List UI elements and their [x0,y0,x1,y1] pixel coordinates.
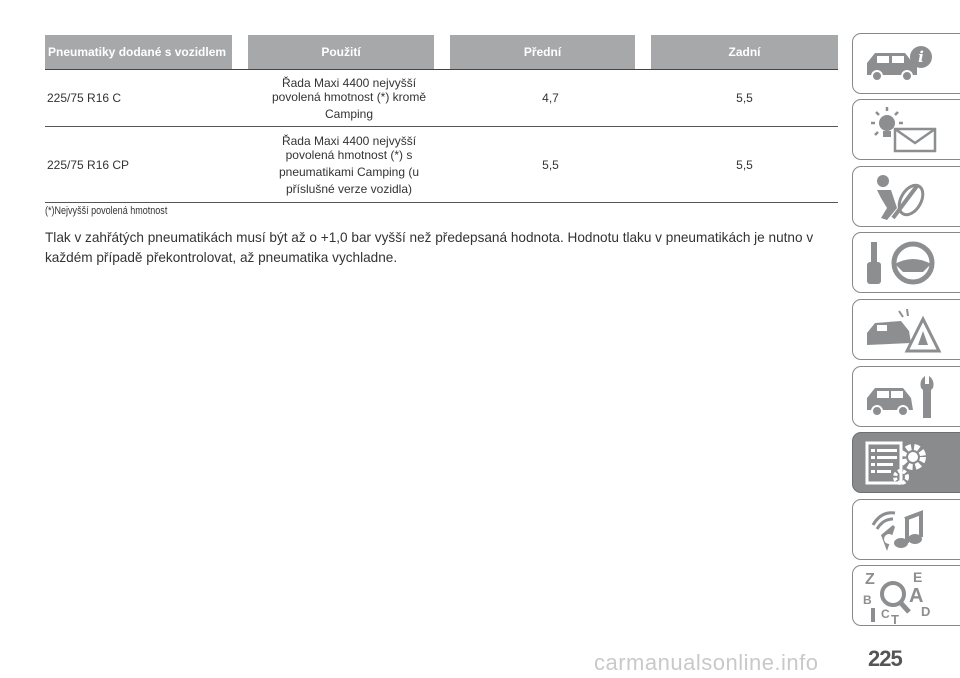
warning-lights-icon [863,105,943,155]
usage-line: pneumatikami Camping (u [278,164,420,179]
car-accident-icon [863,305,943,355]
usage-line: povolená hmotnost (*) s [285,147,413,162]
usage-line: povolená hmotnost (*) kromě [271,89,427,104]
front-pressure: 5,5 [542,157,559,172]
svg-text:A: A [909,584,924,607]
svg-text:i: i [918,47,924,66]
tyre-size: 225/75 R16 C [47,91,122,105]
tyre-size: 225/75 R16 CP [47,157,130,172]
svg-text:D: D [921,603,931,619]
multimedia-icon [863,505,943,555]
page-number: 225 [868,646,902,671]
tab-maintenance[interactable] [852,366,960,427]
svg-text:Z: Z [865,570,875,588]
usage-line: Camping [324,106,374,121]
rear-pressure: 5,5 [736,91,753,105]
index-search-icon [863,568,943,624]
specs-gear-icon [863,437,943,489]
header-rear: Zadní [651,35,838,69]
tab-multimedia[interactable] [852,499,960,560]
tyre-pressure-table [45,35,838,203]
table-row [45,127,838,203]
usage-line: příslušné verze vozidla) [285,181,413,196]
usage-cell [248,70,450,126]
usage-cell [248,127,450,202]
svg-text:T: T [891,611,899,624]
table-row [45,70,838,127]
tab-safety[interactable] [852,166,960,227]
tab-starting-driving[interactable] [852,232,960,293]
key-steering-wheel-icon [863,238,943,288]
front-pressure: 4,7 [542,91,559,105]
svg-text:E: E [913,568,923,585]
tab-warning-lights[interactable] [852,99,960,160]
svg-text:C: C [881,606,890,621]
tab-index[interactable] [852,565,960,626]
body-paragraph: Tlak v zahřátých pneumatikách musí být až o +1,0 bar vyšší než předepsaná hodnota. Hodnotu tlaku v pneumatikách je nutno v každém případě překontrolovat, až pneumatika vychladne. [45,230,814,265]
header-front: Přední [450,35,635,69]
tab-technical-data[interactable] [852,432,960,493]
svg-text:B: B [863,592,872,607]
table-header [45,35,838,70]
header-tyres: Pneumatiky dodané s vozidlem [45,35,232,69]
tab-emergency[interactable] [852,299,960,360]
usage-line: Řada Maxi 4400 nejvyšší [281,133,417,148]
watermark: carmanualsonline.info [594,650,819,675]
car-wrench-icon [863,372,943,422]
footnote: (*)Nejvyšší povolená hmotnost [45,205,168,217]
tab-car-info[interactable] [852,33,960,94]
car-info-icon [863,41,943,87]
usage-line: Řada Maxi 4400 nejvyšší [281,75,417,90]
seat-airbag-icon [863,172,943,222]
header-usage: Použití [248,35,434,69]
rear-pressure: 5,5 [736,157,753,172]
